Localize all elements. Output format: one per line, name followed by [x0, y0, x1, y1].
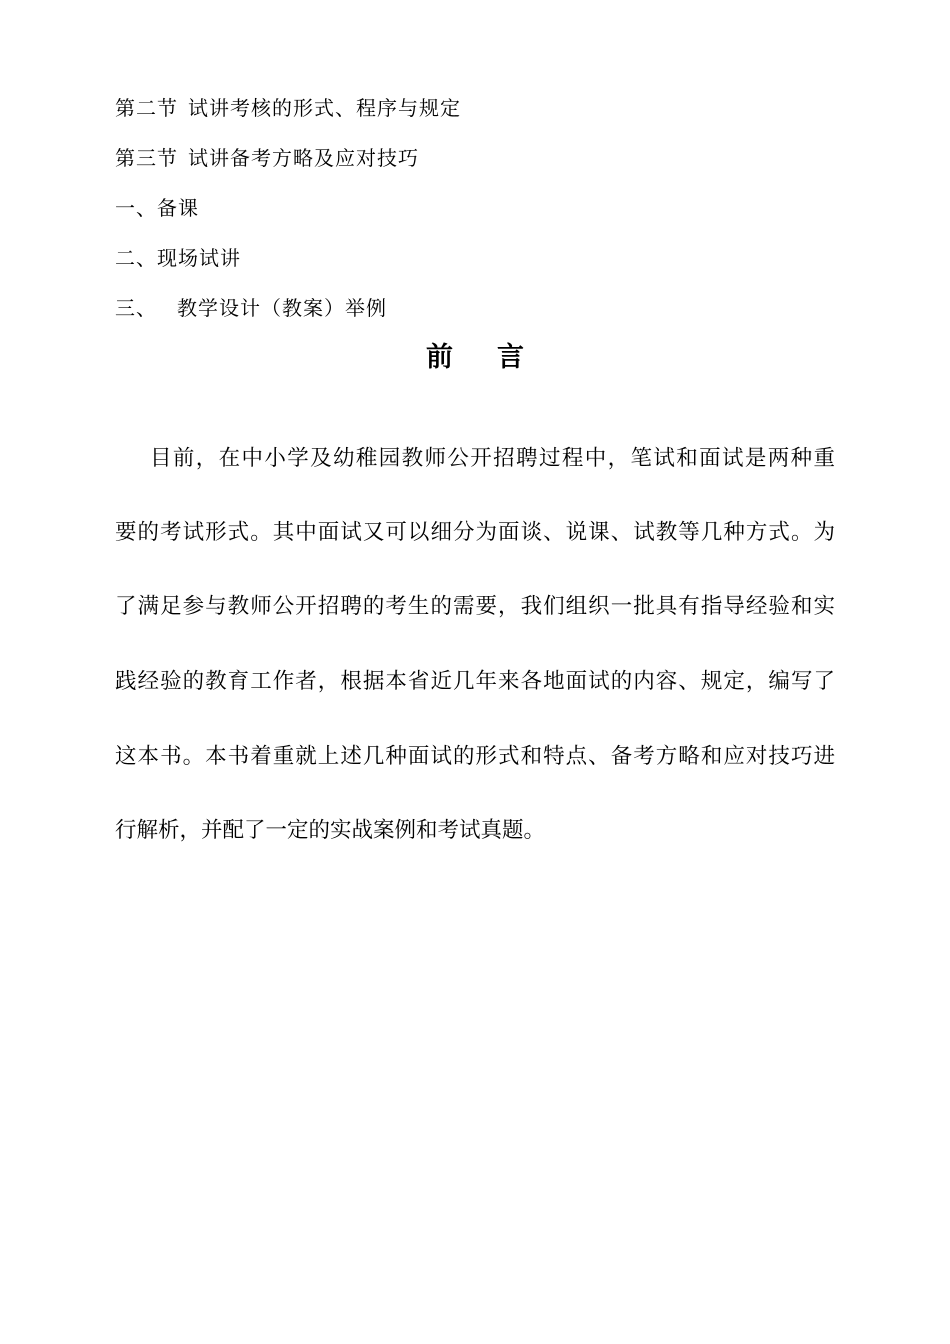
- toc-item-title: 试讲备考方略及应对技巧: [188, 146, 419, 170]
- preface-heading-part1: 前: [426, 342, 453, 373]
- table-of-contents: [115, 92, 835, 342]
- paragraph-line: 行解析，并配了一定的实战案例和考试真题。: [115, 818, 546, 842]
- preface-heading-part2: 言: [497, 342, 524, 373]
- paragraph-line: 这本书。本书着重就上述几种面试的形式和特点、备考方略和应对技巧进: [115, 744, 835, 768]
- paragraph-line: 要的考试形式。其中面试又可以细分为面谈、说课、试教等几种方式。为: [115, 520, 835, 544]
- toc-item-3: [115, 292, 835, 342]
- preface-heading: [0, 336, 950, 380]
- toc-item-section-2: [115, 92, 835, 142]
- toc-item-label: 第二节: [115, 96, 178, 120]
- toc-item-label: 一、: [115, 196, 157, 220]
- toc-item-title: 现场试讲: [157, 246, 241, 270]
- toc-item-title: 备课: [157, 196, 199, 220]
- toc-item-label: 三、: [115, 296, 157, 320]
- toc-item-label: 二、: [115, 246, 157, 270]
- paragraph-line: 目前，在中小学及幼稚园教师公开招聘过程中，笔试和面试是两种重: [150, 446, 835, 470]
- paragraph-line: 了满足参与教师公开招聘的考生的需要，我们组织一批具有指导经验和实: [115, 594, 835, 618]
- toc-item-section-3: [115, 142, 835, 192]
- toc-item-1: [115, 192, 835, 242]
- toc-item-title: 试讲考核的形式、程序与规定: [188, 96, 461, 120]
- toc-item-2: [115, 242, 835, 292]
- paragraph-line: 践经验的教育工作者，根据本省近几年来各地面试的内容、规定，编写了: [115, 669, 835, 693]
- toc-item-label: 第三节: [115, 146, 178, 170]
- toc-item-title: 教学设计（教案）举例: [177, 296, 387, 320]
